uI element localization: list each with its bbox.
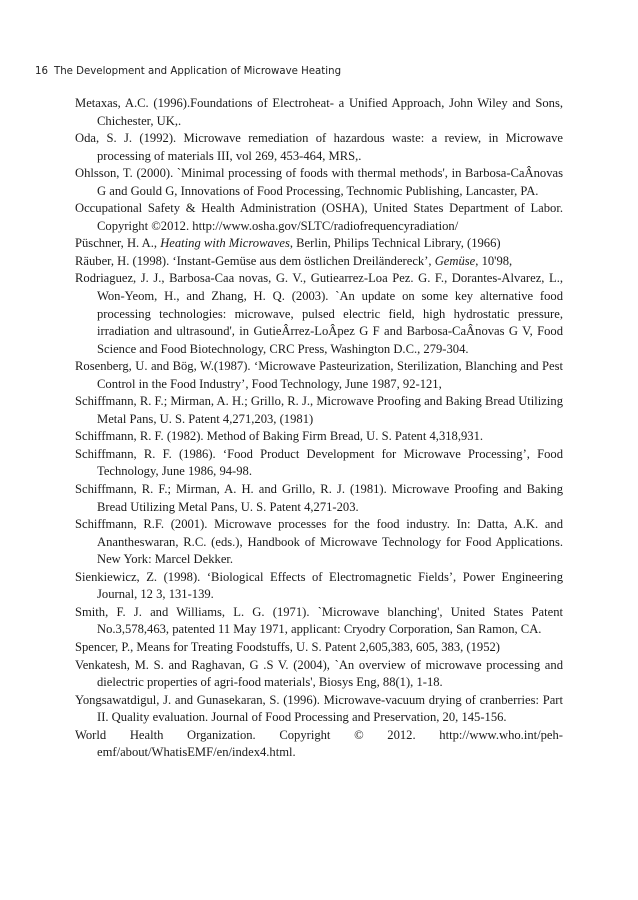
reference-text: , 10'98, (475, 253, 513, 268)
reference-text: Püschner, H. A., (75, 236, 161, 251)
reference-item: Schiffmann, R. F.; Mirman, A. H. and Grillo, R. J. (1981). Microwave Proofing and Baking Bread Utilizing Metal Pans, U. S. Patent 4,271-203. (75, 482, 563, 514)
reference-list (75, 95, 563, 762)
reference-item: Occupational Safety & Health Administration (OSHA), United States Department of Labor. Copyright ©2012. http://www.osha.gov/SLTC/radiofrequencyradiation/ (75, 201, 563, 233)
reference-item: Schiffmann, R. F.; Mirman, A. H.; Grillo, R. J., Microwave Proofing and Baking Bread Utilizing Metal Pans, U. S. Patent 4,271,203, (1981) (75, 394, 563, 426)
reference-item: Spencer, P., Means for Treating Foodstuffs, U. S. Patent 2,605,383, 605, 383, (1952) (75, 639, 500, 654)
reference-item: Metaxas, A.C. (1996).Foundations of Electroheat- a Unified Approach, John Wiley and Sons, Chichester, UK,. (75, 96, 563, 128)
reference-item: Venkatesh, M. S. and Raghavan, G .S V. (2004), `An overview of microwave processing and dielectric properties of agri-food materials', Biosys Eng, 88(1), 1-18. (75, 657, 563, 690)
reference-item: Sienkiewicz, Z. (1998). ‘Biological Effects of Electromagnetic Fields’, Power Engineering Journal, 12 3, 131-139. (75, 569, 563, 602)
reference-item: Schiffmann, R. F. (1986). ‘Food Product Development for Microwave Processing’, Food Technology, June 1986, 94-98. (75, 446, 563, 479)
reference-item: Ohlsson, T. (2000). `Minimal processing of foods with thermal methods', in Barbosa-CaÂnovas G and Gould G, Innovations of Food Processing, Technomic Publishing, Lancaster, PA. (75, 166, 563, 198)
reference-text: , Berlin, Philips Technical Library, (1966) (289, 236, 501, 251)
reference-item: World Health Organization. Copyright © 2012. http://www.who.int/peh-emf/about/WhatisEMF/en/index4.html. (75, 727, 563, 760)
page-number: 16 (35, 66, 48, 77)
reference-item: Schiffmann, R.F. (2001). Microwave processes for the food industry. In: Datta, A.K. and Anantheswaran, R.C. (eds.), Handbook of Microwave Technology for Food Applications. New York: Marcel Dekker. (75, 517, 563, 567)
reference-item: Yongsawatdigul, J. and Gunasekaran, S. (1996). Microwave-vacuum drying of cranberries: Part II. Quality evaluation. Journal of Food Processing and Preservation, 20, 145-156. (75, 692, 563, 725)
reference-item (75, 253, 563, 271)
reference-item: Oda, S. J. (1992). Microwave remediation of hazardous waste: a review, in Microwave processing of materials III, vol 269, 453-464, MRS,. (75, 131, 563, 163)
running-header (35, 66, 341, 77)
reference-item: Schiffmann, R. F. (1982). Method of Baking Firm Bread, U. S. Patent 4,318,931. (75, 429, 484, 444)
reference-item: Rodriaguez, J. J., Barbosa-Caa novas, G. V., Gutiearrez-Loa Pez. G. F., Dorantes-Alvarez, L., Won-Yeom, H., and Zhang, H. Q. (2003). `An update on some key alternative food processing technologies: microwave, pulsed electric field, high hydrostatic pressure, irradiation and ultrasound', in GutieÂrrez-LoÂpez G F and Barbosa-CaÂnovas G V, Food Science and Food Biotechnology, CRC Press, Washington D.C., 279-304. (75, 271, 563, 356)
reference-item: Rosenberg, U. and Bög, W.(1987). ‘Microwave Pasteurization, Sterilization, Blanching and Pest Control in the Food Industry’, Food Technology, June 1987, 92-121, (75, 359, 563, 391)
reference-italic-title: Gemüse (434, 253, 476, 268)
running-title: The Development and Application of Microwave Heating (53, 66, 342, 77)
reference-item (75, 235, 563, 253)
reference-italic-title: Heating with Microwaves (160, 236, 290, 251)
reference-text: Räuber, H. (1998). ‘Instant-Gemüse aus dem östlichen Dreiländereck’, (75, 253, 435, 268)
reference-item: Smith, F. J. and Williams, L. G. (1971). `Microwave blanching', United States Patent No.3,578,463, patented 11 May 1971, applicant: Cryodry Corporation, San Ramon, CA. (75, 604, 563, 637)
